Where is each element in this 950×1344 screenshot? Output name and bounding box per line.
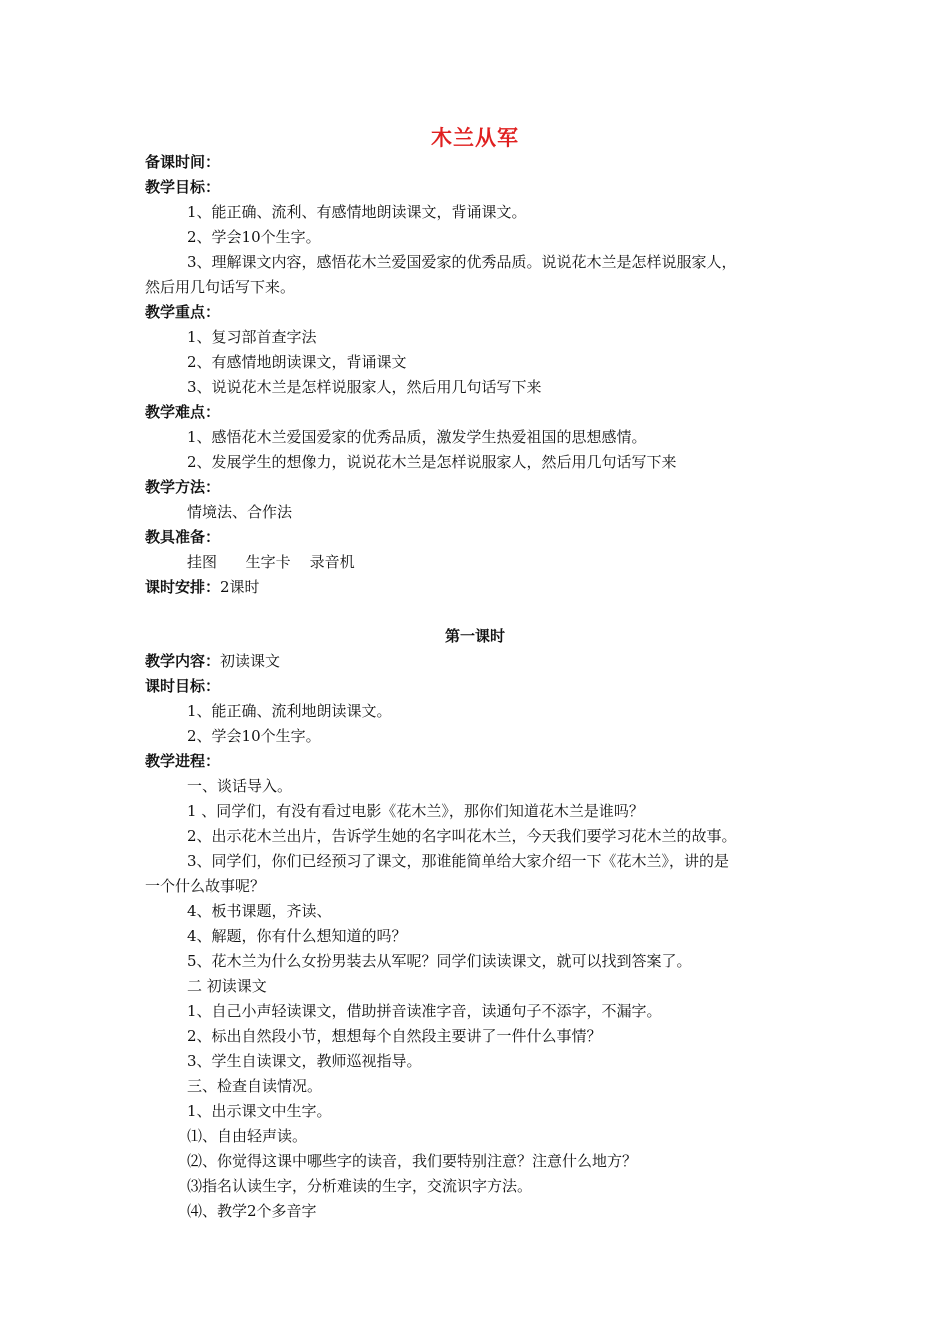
methods-text: 情境法、合作法: [187, 503, 293, 521]
keypoint-line: 3、说说花木兰是怎样说服家人，然后用几句话写下来: [187, 378, 542, 396]
process-line: 1、自己小声轻读课文，借助拼音读准字音，读通句子不添字，不漏字。: [187, 1002, 662, 1020]
process-line: 4、板书课题，齐读、: [187, 902, 332, 920]
keypoint-line: 2、有感情地朗读课文，背诵课文: [187, 353, 407, 371]
lesson1-content-row: [145, 651, 825, 671]
process-line: 二 初读课文: [187, 977, 267, 995]
difficulty-line: 1、感悟花木兰爱国爱家的优秀品质，激发学生热爱祖国的思想感情。: [187, 428, 647, 446]
difficulties-label: 教学难点：: [145, 403, 221, 421]
process-line: 2、出示花木兰出片，告诉学生她的名字叫花木兰，今天我们要学习花木兰的故事。: [187, 827, 737, 845]
lesson1-heading: 第一课时: [444, 627, 505, 645]
lesson1-goals-label: 课时目标：: [145, 677, 221, 695]
tools-text: 挂图 生字卡 录音机: [187, 553, 355, 571]
process-line: ⑵、你觉得这课中哪些字的读音，我们要特别注意？注意什么地方？: [187, 1152, 638, 1170]
process-line: ⑴、自由轻声读。: [187, 1127, 308, 1145]
goal-line: 3、理解课文内容，感悟花木兰爱国爱家的优秀品质。说说花木兰是怎样说服家人，: [187, 253, 737, 271]
keypoints-label: 教学重点：: [145, 303, 221, 321]
process-line-continued: 一个什么故事呢？: [145, 877, 266, 895]
difficulty-line: 2、发展学生的想像力，说说花木兰是怎样说服家人，然后用几句话写下来: [187, 453, 677, 471]
document-title: 木兰从军: [431, 126, 519, 150]
process-line: 4、解题，你有什么想知道的吗？: [187, 927, 407, 945]
process-line: 一、谈话导入。: [187, 777, 293, 795]
schedule-text: 2课时: [220, 578, 260, 596]
process-line: 三、检查自读情况。: [187, 1077, 323, 1095]
lesson1-content-label: 教学内容：: [145, 652, 221, 670]
process-line: 5、花木兰为什么女扮男装去从军呢？同学们读读课文，就可以找到答案了。: [187, 952, 692, 970]
process-line: 1 、同学们，有没有看过电影《花木兰》，那你们知道花木兰是谁吗？: [187, 802, 644, 820]
goals-label: 教学目标：: [145, 178, 221, 196]
lesson1-goal-line: 2、学会10个生字。: [187, 727, 321, 745]
process-line: ⑷、教学2个多音字: [187, 1202, 317, 1220]
process-line: ⑶指名认读生字，分析难读的生字，交流识字方法。: [187, 1177, 533, 1195]
process-line: 3、学生自读课文，教师巡视指导。: [187, 1052, 422, 1070]
lesson1-content-text: 初读课文: [220, 652, 281, 670]
process-line: 1、出示课文中生字。: [187, 1102, 332, 1120]
keypoint-line: 1、复习部首查字法: [187, 328, 317, 346]
goal-line-continued: 然后用几句话写下来。: [145, 278, 296, 296]
methods-label: 教学方法：: [145, 478, 221, 496]
goal-line: 1、能正确、流利、有感情地朗读课文，背诵课文。: [187, 203, 527, 221]
prep-time-label: 备课时间：: [145, 153, 221, 171]
process-line: 2、标出自然段小节，想想每个自然段主要讲了一件什么事情？: [187, 1027, 602, 1045]
lesson1-process-label: 教学进程：: [145, 752, 221, 770]
tools-label: 教具准备：: [145, 528, 221, 546]
lesson1-goal-line: 1、能正确、流利地朗读课文。: [187, 702, 392, 720]
schedule-label: 课时安排：: [145, 578, 221, 596]
process-line: 3、同学们，你们已经预习了课文，那谁能简单给大家介绍一下《花木兰》，讲的是: [187, 852, 730, 870]
goal-line: 2、学会10个生字。: [187, 228, 321, 246]
schedule-row: [145, 577, 825, 597]
